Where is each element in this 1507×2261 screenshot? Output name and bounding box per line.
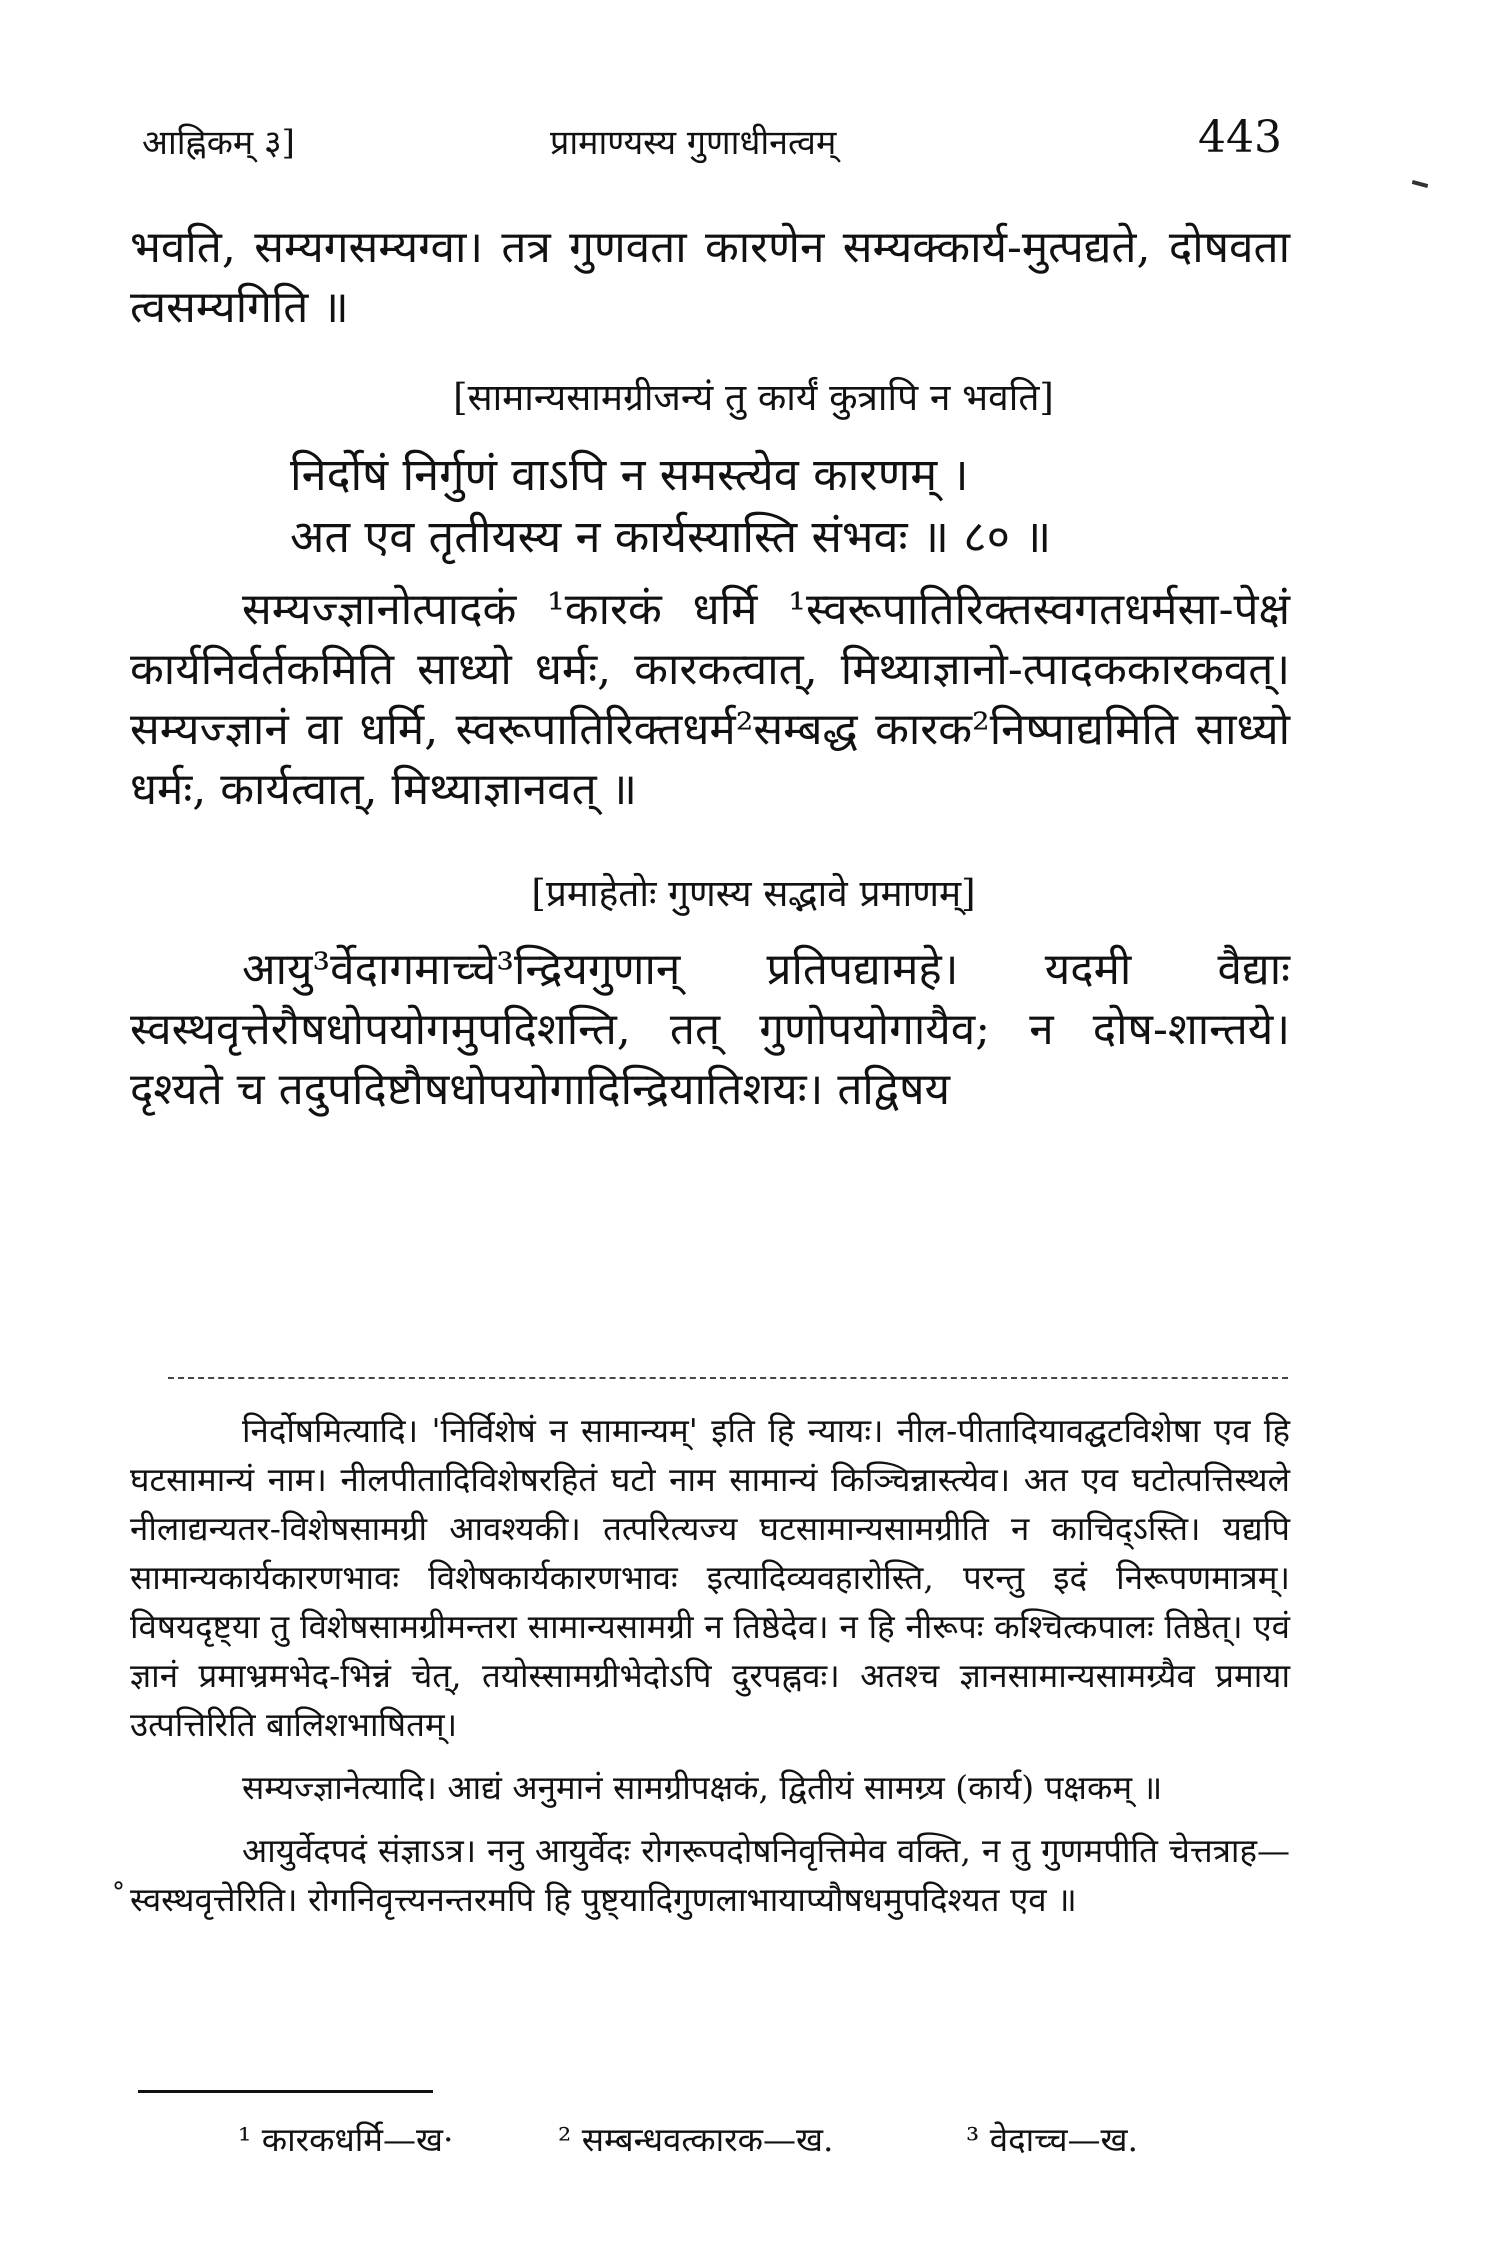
verse-80 bbox=[0, 444, 1507, 568]
main-paragraph-3: आयु³र्वेदागमाच्चे³न्द्रियगुणान् प्रतिपद्यामहे। यदमी वैद्याः स्वस्थवृत्तेरौषधोपयोगमुपदिशन्ति, तत् गुणोपयोगायैव; न दोष-शान्तये। दृश्यते च तदुपदिष्टौषधोपयोगादिन्द्रियातिशयः। तद्विषय bbox=[130, 944, 1290, 1115]
verse-line-2: अत एव तृतीयस्य न कार्यस्यास्ति संभवः ॥ ८० ॥ bbox=[290, 510, 1052, 563]
section-heading-2: [प्रमाहेतोः गुणस्य सद्भावे प्रमाणम्] bbox=[531, 872, 976, 915]
page-edge-mark bbox=[1412, 180, 1428, 188]
commentary-separator bbox=[168, 1377, 1288, 1379]
commentary-para-1: निर्दोषमित्यादि। 'निर्विशेषं न सामान्यम्' इति हि न्यायः। नील-पीतादियावद्घटविशेषा एव हि घटसामान्यं नाम। नीलपीतादिविशेषरहितं घटो नाम सामान्यं किञ्चिन्नास्त्येव। अत एव घटोत्पत्तिस्थले नीलाद्यन्यतर-विशेषसामग्री आवश्यकी। तत्परित्यज्य घटसामान्यसामग्रीति न काचिद्ऽस्ति। यद्यपि सामान्यकार्यकारणभावः विशेषकार्यकारणभावः इत्यादिव्यवहारोस्ति, परन्तु इदं निरूपणमात्रम्। विषयदृष्ट्या तु विशेषसामग्रीमन्तरा सामान्यसामग्री न तिष्ठेदेव। न हि नीरूपः कश्चित्कपालः तिष्ठेत्। एवं ज्ञानं प्रमाभ्रमभेद-भिन्नं चेत्, तयोस्सामग्रीभेदोऽपि दुरपह्नवः। अतश्च ज्ञानसामान्यसामग्र्यैव प्रमाया उत्पत्तिरिति बालिशभाषितम्। bbox=[130, 1411, 1290, 1744]
verse-line-1: निर्दोषं निर्गुणं वाऽपि न समस्त्येव कारणम् । bbox=[290, 448, 969, 501]
footnote-2: ² सम्बन्धवत्कारक—ख. bbox=[558, 2120, 834, 2159]
running-head bbox=[130, 112, 1300, 178]
commentary-para-2: सम्यज्ज्ञानेत्यादि। आद्यं अनुमानं सामग्रीपक्षकं, द्वितीयं सामग्र्य (कार्य) पक्षकम् ॥ bbox=[242, 1768, 1163, 1807]
main-paragraph-2: सम्यज्ज्ञानोत्पादकं ¹कारकं धर्मि ¹स्वरूपातिरिक्तस्वगतधर्मसा-पेक्षं कार्यनिर्वर्तकमिति साध्यो धर्मः, कारकत्वात्, मिथ्याज्ञानो-त्पादककारकवत्। सम्यज्ज्ञानं वा धर्मि, स्वरूपातिरिक्तधर्म²सम्बद्ध कारक²निष्पाद्यमिति साध्यो धर्मः, कार्यत्वात्, मिथ्याज्ञानवत् ॥ bbox=[130, 584, 1290, 815]
running-head-title: प्रामाण्यस्य गुणाधीनत्वम् bbox=[550, 123, 837, 163]
footnote-3: ³ वेदाच्च—ख. bbox=[966, 2120, 1139, 2159]
page-number: 443 bbox=[1198, 112, 1282, 163]
commentary-para-3: आयुर्वेदपदं संज्ञाऽत्र। ननु आयुर्वेदः रोगरूपदोषनिवृत्तिमेव वक्ति, न तु गुणमपीति चेत्तत्राह—स्वस्थवृत्तेरिति। रोगनिवृत्त्यनन्तरमपि हि पुष्ट्यादिगुणलाभायाप्यौषधमुपदिश्यत एव ॥ bbox=[130, 1831, 1290, 1919]
margin-mark: ° bbox=[112, 1878, 125, 1908]
section-heading-1: [सामान्यसामग्रीजन्यं तु कार्यं कुत्रापि न भवति] bbox=[453, 376, 1054, 419]
footnote-1: ¹ कारकधर्मि—ख· bbox=[238, 2120, 454, 2159]
commentary-block bbox=[130, 1406, 1290, 1924]
footnote-rule bbox=[138, 2090, 433, 2093]
main-paragraph-continuation: भवति, सम्यगसम्यग्वा। तत्र गुणवता कारणेन सम्यक्कार्य-मुत्पद्यते, दोषवता त्वसम्यगिति ॥ bbox=[130, 222, 1290, 333]
running-head-section: आह्निकम् ३] bbox=[142, 123, 295, 163]
